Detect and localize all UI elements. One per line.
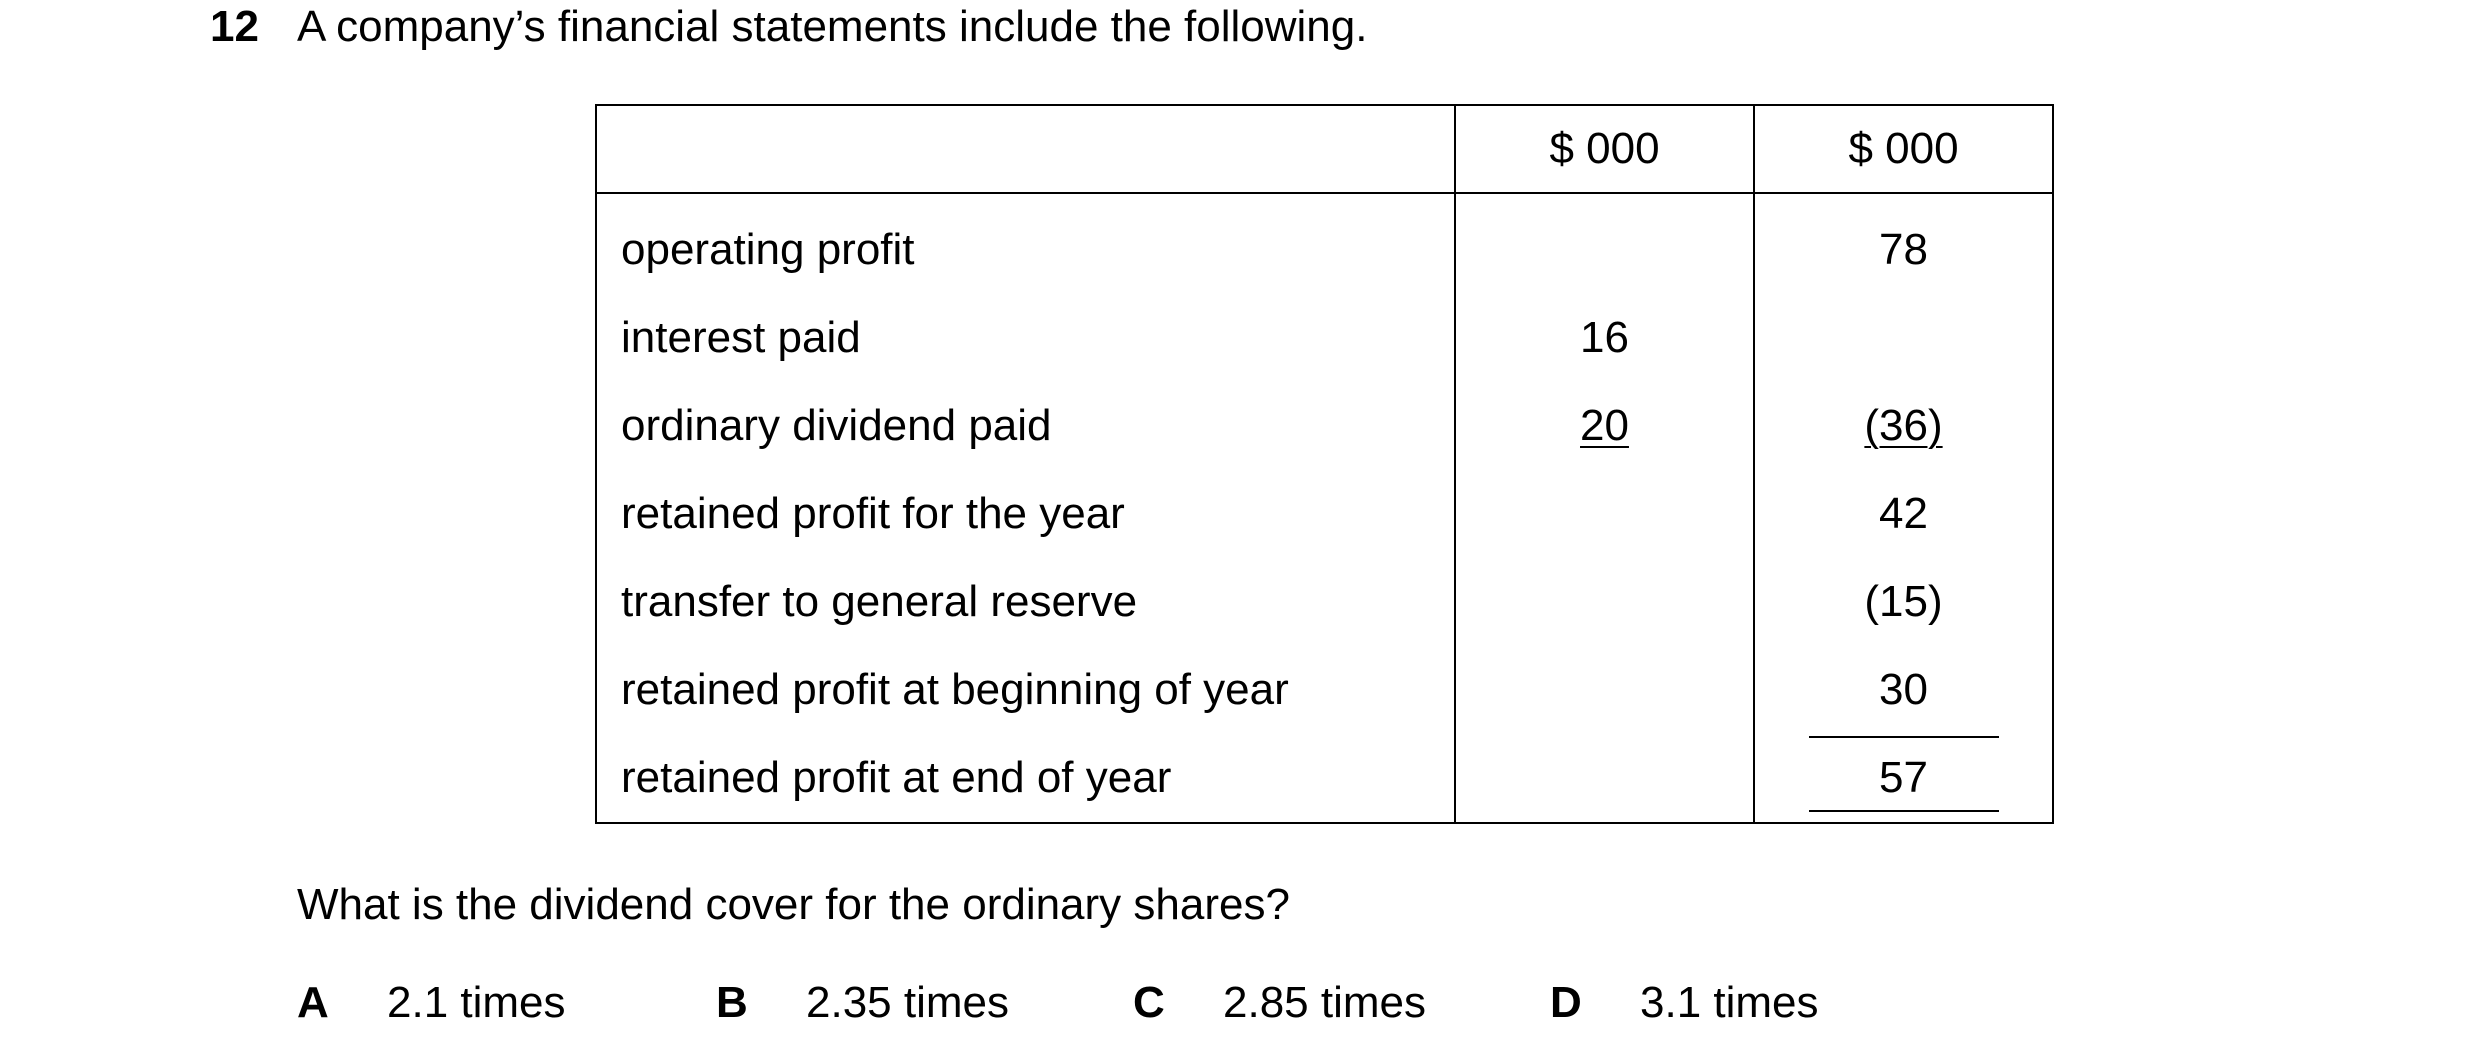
row-col2	[1754, 382, 2053, 470]
option-text: 3.1 times	[1640, 978, 1819, 1027]
total-value: 57	[1879, 753, 1928, 802]
underlined-value: 20	[1580, 401, 1629, 450]
row-col2: (15)	[1754, 558, 2053, 646]
option-c[interactable]	[1133, 978, 1426, 1028]
option-letter: A	[297, 978, 329, 1027]
row-label: ordinary dividend paid	[596, 382, 1455, 470]
option-text: 2.35 times	[806, 978, 1009, 1027]
option-letter: D	[1550, 978, 1582, 1027]
header-col1: $ 000	[1455, 105, 1754, 193]
row-col1	[1455, 558, 1754, 646]
row-label: retained profit at end of year	[596, 734, 1455, 823]
table-row	[596, 193, 2053, 294]
row-col2-total	[1754, 734, 2053, 823]
row-col1	[1455, 734, 1754, 823]
row-col1	[1455, 193, 1754, 294]
row-label: operating profit	[596, 193, 1455, 294]
question-prompt: What is the dividend cover for the ordinary shares?	[297, 880, 1290, 929]
row-label: retained profit at beginning of year	[596, 646, 1455, 734]
row-col1: 16	[1455, 294, 1754, 382]
table-row	[596, 294, 2053, 382]
table-row	[596, 382, 2053, 470]
row-col2: 42	[1754, 470, 2053, 558]
option-letter: C	[1133, 978, 1165, 1027]
table-row	[596, 646, 2053, 734]
header-label-cell	[596, 105, 1455, 193]
row-col2: 30	[1754, 646, 2053, 734]
row-label: retained profit for the year	[596, 470, 1455, 558]
question-number: 12	[210, 2, 259, 51]
financial-statement-table	[595, 104, 2054, 824]
table-row	[596, 734, 2053, 823]
header-col2: $ 000	[1754, 105, 2053, 193]
total-rule-below	[1809, 810, 1999, 812]
table-row	[596, 558, 2053, 646]
option-letter: B	[716, 978, 748, 1027]
row-label: interest paid	[596, 294, 1455, 382]
row-col2	[1754, 294, 2053, 382]
row-label: transfer to general reserve	[596, 558, 1455, 646]
total-rule-above	[1809, 736, 1999, 738]
row-col2: 78	[1754, 193, 2053, 294]
table-header-row	[596, 105, 2053, 193]
row-col1	[1455, 382, 1754, 470]
option-d[interactable]	[1550, 978, 1819, 1028]
table-row	[596, 470, 2053, 558]
row-col1	[1455, 646, 1754, 734]
question-intro: A company’s financial statements include the following.	[297, 2, 1368, 51]
row-col1	[1455, 470, 1754, 558]
option-a[interactable]	[297, 978, 566, 1028]
option-text: 2.1 times	[387, 978, 566, 1027]
option-b[interactable]	[716, 978, 1009, 1028]
option-text: 2.85 times	[1223, 978, 1426, 1027]
underlined-value: (36)	[1864, 401, 1943, 450]
